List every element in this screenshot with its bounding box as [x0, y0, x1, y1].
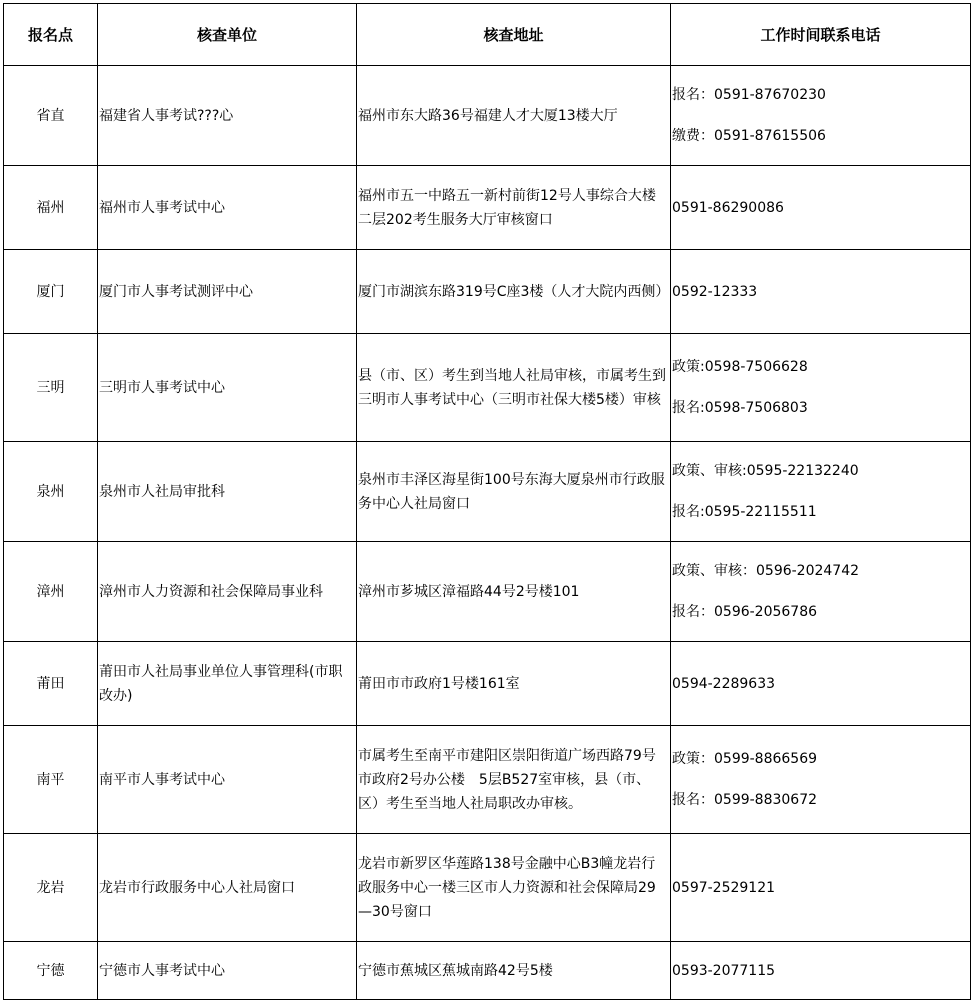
- phone-line: 政策、审核：0596-2024742: [672, 562, 860, 579]
- table-row: [4, 66, 971, 166]
- review-address: 莆田市市政府1号楼161室: [357, 642, 671, 726]
- review-address: 龙岩市新罗区华莲路138号金融中心B3幢龙岩行政服务中心一楼三区市人力资源和社会保障局29—30号窗口: [357, 834, 671, 942]
- contact-phones: [671, 442, 971, 542]
- contact-phones: [671, 942, 971, 1000]
- review-address: 福州市东大路36号福建人才大厦13楼大厅: [357, 66, 671, 166]
- phone-line: 0591-86290086: [672, 199, 784, 216]
- phone-line: 0593-2077115: [672, 962, 776, 979]
- table-row: [4, 250, 971, 334]
- registration-point: 厦门: [4, 250, 98, 334]
- review-unit: 宁德市人事考试中心: [98, 942, 357, 1000]
- table-row: [4, 942, 971, 1000]
- review-unit: 三明市人事考试中心: [98, 334, 357, 442]
- phone-line: 政策:0598-7506628: [672, 358, 808, 375]
- registration-point: 三明: [4, 334, 98, 442]
- phone-line: 0594-2289633: [672, 675, 776, 692]
- review-address: 泉州市丰泽区海星街100号东海大厦泉州市行政服务中心人社局窗口: [357, 442, 671, 542]
- table-row: [4, 442, 971, 542]
- phone-line: 缴费：0591-87615506: [672, 127, 826, 144]
- registration-point: 莆田: [4, 642, 98, 726]
- review-address: 福州市五一中路五一新村前街12号人事综合大楼二层202考生服务大厅审核窗口: [357, 166, 671, 250]
- review-unit: 福州市人事考试中心: [98, 166, 357, 250]
- phone-line: 报名：0596-2056786: [672, 603, 818, 620]
- header-contact-phone: 工作时间联系电话: [671, 4, 971, 66]
- review-address: 漳州市芗城区漳福路44号2号楼101: [357, 542, 671, 642]
- phone-line: 0597-2529121: [672, 879, 776, 896]
- contact-phones: [671, 250, 971, 334]
- header-review-unit: 核查单位: [98, 4, 357, 66]
- contact-phones: [671, 642, 971, 726]
- table-row: [4, 726, 971, 834]
- phone-line: 政策、审核:0595-22132240: [672, 462, 859, 479]
- contact-phones: [671, 834, 971, 942]
- phone-line: 报名：0599-8830672: [672, 791, 818, 808]
- review-address: 县（市、区）考生到当地人社局审核，市属考生到三明市人事考试中心（三明市社保大楼5楼）审核: [357, 334, 671, 442]
- review-unit: 泉州市人社局审批科: [98, 442, 357, 542]
- contact-phones: [671, 166, 971, 250]
- review-unit: 龙岩市行政服务中心人社局窗口: [98, 834, 357, 942]
- registration-point: 南平: [4, 726, 98, 834]
- review-sites-table: [3, 3, 971, 1000]
- phone-line: 报名:0598-7506803: [672, 399, 808, 416]
- registration-point: 省直: [4, 66, 98, 166]
- review-unit: 厦门市人事考试测评中心: [98, 250, 357, 334]
- review-address: 宁德市蕉城区蕉城南路42号5楼: [357, 942, 671, 1000]
- contact-phones: [671, 542, 971, 642]
- review-address: 厦门市湖滨东路319号C座3楼（人才大院内西侧）: [357, 250, 671, 334]
- registration-point: 泉州: [4, 442, 98, 542]
- phone-line: 报名:0595-22115511: [672, 503, 817, 520]
- registration-point: 宁德: [4, 942, 98, 1000]
- review-unit: 福建省人事考试???心: [98, 66, 357, 166]
- registration-point: 漳州: [4, 542, 98, 642]
- table-row: [4, 334, 971, 442]
- table-row: [4, 834, 971, 942]
- contact-phones: [671, 334, 971, 442]
- registration-point: 福州: [4, 166, 98, 250]
- review-unit: 南平市人事考试中心: [98, 726, 357, 834]
- review-address: 市属考生至南平市建阳区崇阳街道广场西路79号市政府2号办公楼 5层B527室审核，县（市、区）考生至当地人社局职改办审核。: [357, 726, 671, 834]
- registration-point: 龙岩: [4, 834, 98, 942]
- table-row: [4, 166, 971, 250]
- phone-line: 0592-12333: [672, 283, 758, 300]
- review-unit: 漳州市人力资源和社会保障局事业科: [98, 542, 357, 642]
- review-unit: 莆田市人社局事业单位人事管理科(市职改办): [98, 642, 357, 726]
- phone-line: 政策：0599-8866569: [672, 750, 818, 767]
- table-row: [4, 542, 971, 642]
- table-header-row: [4, 4, 971, 66]
- header-review-address: 核查地址: [357, 4, 671, 66]
- contact-phones: [671, 66, 971, 166]
- header-registration-point: 报名点: [4, 4, 98, 66]
- contact-phones: [671, 726, 971, 834]
- table-row: [4, 642, 971, 726]
- phone-line: 报名：0591-87670230: [672, 86, 826, 103]
